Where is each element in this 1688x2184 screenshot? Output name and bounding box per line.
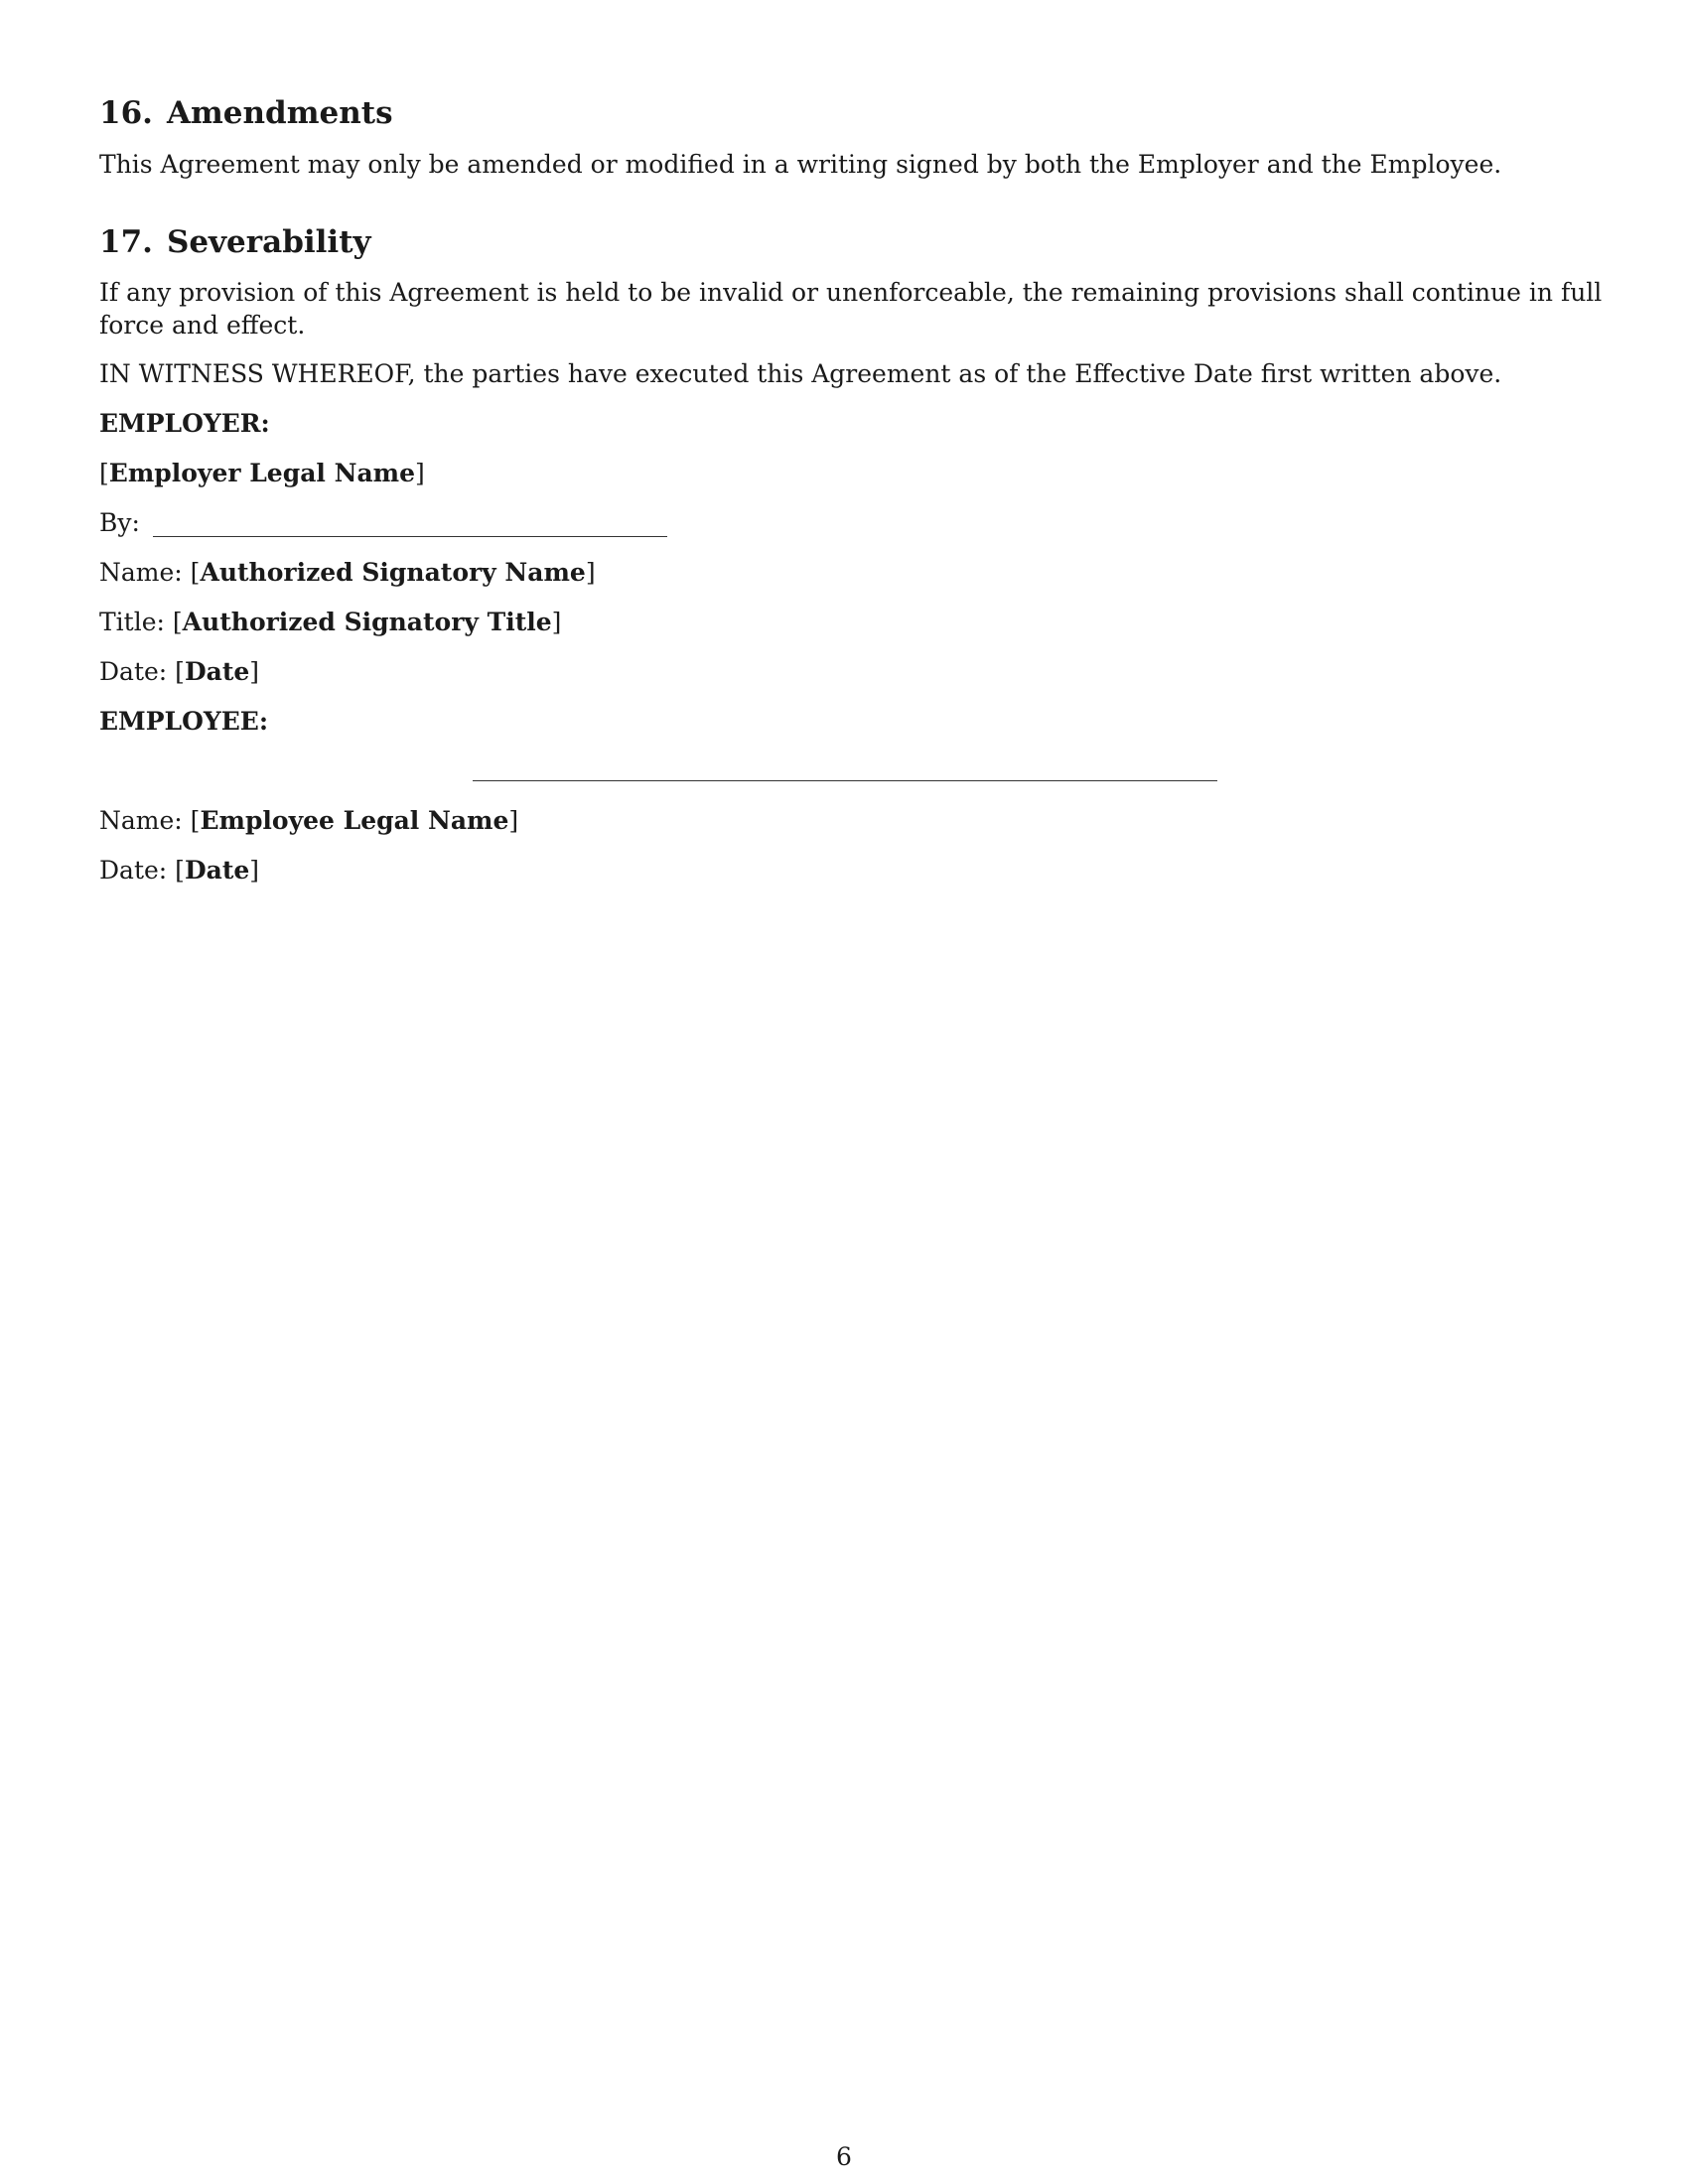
- authorized-title-line: Title: [Authorized Signatory Title]: [99, 608, 562, 636]
- employee-signature-line: [473, 780, 1217, 781]
- section-body-amendments: This Agreement may only be amended or modified in a writing signed by both the Employer and the Employee.: [99, 150, 1502, 179]
- authorized-name-line: Name: [Authorized Signatory Name]: [99, 558, 596, 587]
- section-body-severability: If any provision of this Agreement is held to be invalid or unenforceable, the remaining provisions shall continue in full force and effect.: [99, 278, 1603, 340]
- by-label: By:: [99, 508, 140, 537]
- section-heading-severability: [99, 222, 371, 262]
- employer-date-placeholder: Date: [184, 657, 250, 686]
- employee-name-placeholder: Employee Legal Name: [200, 806, 509, 835]
- section-number: 16.: [99, 95, 153, 131]
- employee-date-placeholder: Date: [184, 856, 250, 885]
- employer-by-line: [99, 506, 140, 539]
- employer-legal-name: [Employer Legal Name]: [99, 459, 425, 487]
- employer-date-line: Date: [Date]: [99, 657, 260, 686]
- date-label: Date:: [99, 856, 168, 885]
- section-number: 17.: [99, 224, 153, 260]
- witness-clause: IN WITNESS WHEREOF, the parties have executed this Agreement as of the Effective Date first written above.: [99, 359, 1502, 388]
- employee-date-line: Date: [Date]: [99, 856, 260, 885]
- section-heading-amendments: [99, 93, 393, 133]
- section-title: Amendments: [166, 95, 393, 131]
- page-number: 6: [836, 2142, 852, 2171]
- employee-name-line: Name: [Employee Legal Name]: [99, 806, 519, 835]
- title-label: Title:: [99, 608, 165, 636]
- name-label: Name:: [99, 558, 183, 587]
- employer-label: EMPLOYER:: [99, 409, 270, 438]
- authorized-name-placeholder: Authorized Signatory Name: [200, 558, 586, 587]
- section-title: Severability: [166, 224, 371, 260]
- name-label: Name:: [99, 806, 183, 835]
- employee-label: EMPLOYEE:: [99, 707, 269, 736]
- date-label: Date:: [99, 657, 168, 686]
- employer-signature-line: [153, 536, 667, 537]
- authorized-title-placeholder: Authorized Signatory Title: [182, 608, 552, 636]
- employer-legal-name-placeholder: Employer Legal Name: [108, 459, 416, 487]
